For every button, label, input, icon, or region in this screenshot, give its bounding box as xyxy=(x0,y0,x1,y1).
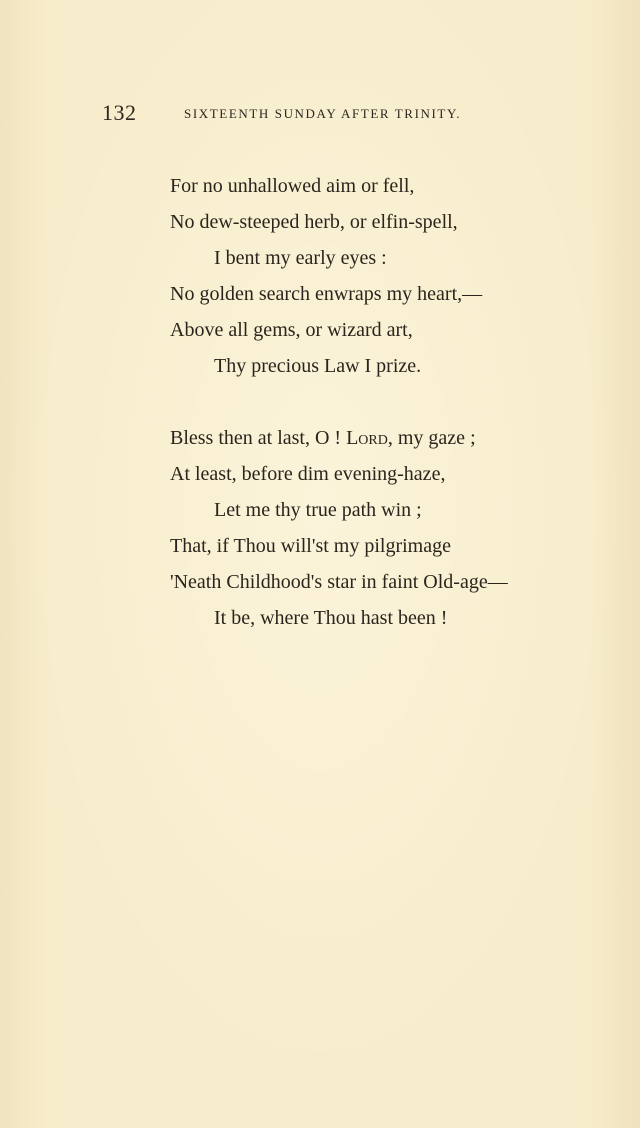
verse-line: No dew-steeped herb, or elfin-spell, xyxy=(170,211,458,233)
verse-line: Above all gems, or wizard art, xyxy=(170,319,413,341)
verse-text: Bless then at last, O ! xyxy=(170,427,347,449)
verse-line: Let me thy true path win ; xyxy=(214,499,422,521)
stanza-2 xyxy=(170,420,570,636)
verse-line: For no unhallowed aim or fell, xyxy=(170,175,415,197)
verse-line: I bent my early eyes : xyxy=(214,247,387,269)
stanza-1 xyxy=(170,168,570,384)
verse-text: , my gaze ; xyxy=(387,427,476,449)
page-number: 132 xyxy=(102,100,137,125)
verse-line: That, if Thou will'st my pilgrimage xyxy=(170,535,451,557)
verse-line: At least, before dim evening-haze, xyxy=(170,463,446,485)
small-caps-word: Lord xyxy=(346,427,388,449)
verse-line: It be, where Thou hast been ! xyxy=(214,607,448,629)
page-header xyxy=(102,100,522,130)
verse-line xyxy=(170,420,570,456)
verse-line: 'Neath Childhood's star in faint Old-age— xyxy=(170,571,508,593)
running-head: SIXTEENTH SUNDAY AFTER TRINITY. xyxy=(184,106,462,121)
verse-line: No golden search enwraps my heart,— xyxy=(170,283,483,305)
verse-line: Thy precious Law I prize. xyxy=(214,355,422,377)
